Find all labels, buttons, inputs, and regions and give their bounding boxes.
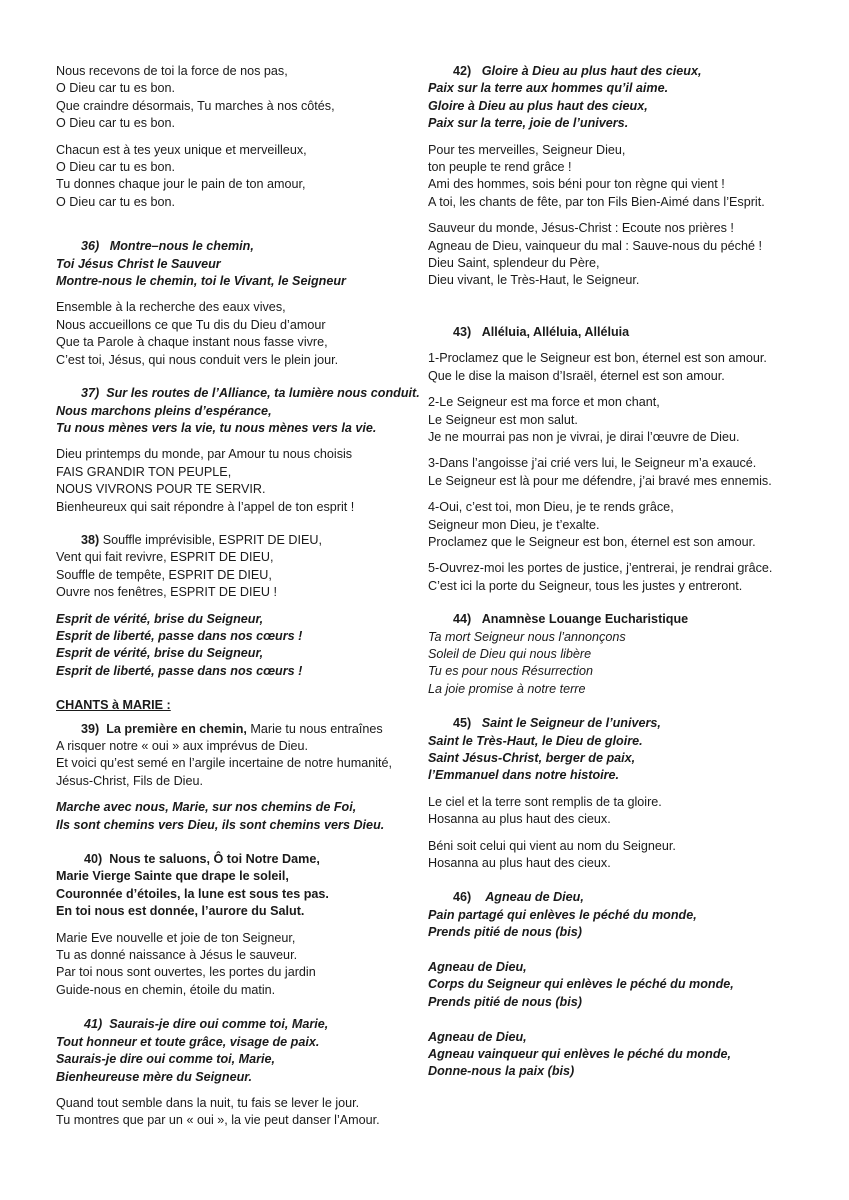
- lyric-line: Jésus-Christ, Fils de Dieu.: [56, 773, 203, 788]
- refrain-line: Montre-nous le chemin, toi le Vivant, le Seigneur: [56, 274, 346, 289]
- lyric-line: O Dieu car tu es bon.: [56, 160, 176, 175]
- song-43-verse-5: [428, 560, 800, 595]
- refrain-line: Marie Vierge Sainte que drape le soleil,: [56, 869, 289, 884]
- lyric-line: La joie promise à notre terre: [428, 681, 586, 696]
- lyric-line: Ami des hommes, sois béni pour ton règne qui vient !: [428, 177, 725, 192]
- refrain-line: Bienheureuse mère du Seigneur.: [56, 1069, 252, 1084]
- intro-stanza-2: [56, 142, 416, 212]
- song-heading: [428, 889, 800, 906]
- song-title: Sur les routes de l’Alliance, ta lumière nous conduit.: [106, 386, 420, 401]
- song-42-refrain: [428, 63, 800, 133]
- refrain-line: Saint le Très-Haut, le Dieu de gloire.: [428, 733, 643, 748]
- lyric-line: Tu as donné naissance à Jésus le sauveur.: [56, 948, 298, 963]
- lyric-line: 4-Oui, c’est toi, mon Dieu, je te rends grâce,: [428, 500, 674, 515]
- lyric-line: Vent qui fait revivre, ESPRIT DE DIEU,: [56, 550, 274, 565]
- lyric-line: 1-Proclamez que le Seigneur est bon, éternel est son amour.: [428, 351, 767, 366]
- song-38-refrain: [56, 611, 416, 681]
- song-36-refrain: [56, 238, 416, 290]
- song-44: [428, 611, 800, 698]
- lyric-line: O Dieu car tu es bon.: [56, 194, 176, 209]
- song-40-refrain: [56, 851, 416, 921]
- song-45-verse-2: [428, 838, 800, 873]
- song-title: Alléluia, Alléluia, Alléluia: [481, 324, 630, 339]
- lyric-line: C’est toi, Jésus, qui nous conduit vers le plein jour.: [56, 352, 339, 367]
- song-heading: [428, 715, 800, 732]
- right-column: [428, 63, 800, 1081]
- lyric-line: Chacun est à tes yeux unique et merveilleux,: [56, 142, 307, 157]
- lyric-line: Seigneur mon Dieu, je t’exalte.: [428, 517, 600, 532]
- song-number: 41): [84, 1017, 103, 1032]
- song-43-verse-2: [428, 394, 800, 446]
- lyric-line: Pour tes merveilles, Seigneur Dieu,: [428, 142, 626, 157]
- lyric-line: Hosanna au plus haut des cieux.: [428, 812, 611, 827]
- song-42-verse-2: [428, 220, 800, 290]
- lyric-line: Je ne mourrai pas non je vivrai, je dirai l’œuvre de Dieu.: [428, 429, 740, 444]
- song-37-verse: [56, 446, 416, 516]
- song-43-heading: [428, 324, 800, 341]
- refrain-line: Tu nous mènes vers la vie, tu nous mènes vers la vie.: [56, 420, 377, 435]
- song-40-verse: [56, 930, 416, 1000]
- lyric-line: Hosanna au plus haut des cieux.: [428, 856, 611, 871]
- song-first-line: Souffle imprévisible, ESPRIT DE DIEU,: [102, 532, 323, 547]
- lyric-line: Dieu vivant, le Très-Haut, le Seigneur.: [428, 273, 640, 288]
- lyric-line: Dieu Saint, splendeur du Père,: [428, 256, 600, 271]
- lyric-line: Corps du Seigneur qui enlèves le péché du monde,: [428, 977, 734, 992]
- lyric-line: Par toi nous sont ouvertes, les portes du jardin: [56, 965, 316, 980]
- song-number: 45): [453, 716, 472, 731]
- song-number: 36): [81, 239, 100, 254]
- song-first-line-rest: Marie tu nous entraînes: [250, 721, 383, 736]
- lyric-line: Ta mort Seigneur nous l’annonçons: [428, 629, 626, 644]
- lyric-line: A risquer notre « oui » aux imprévus de Dieu.: [56, 739, 309, 753]
- lyric-line: O Dieu car tu es bon.: [56, 116, 176, 131]
- song-heading: [56, 721, 416, 738]
- lyric-line: Agneau de Dieu,: [428, 960, 527, 975]
- song-43-verse-4: [428, 499, 800, 551]
- refrain-line: Tout honneur et toute grâce, visage de paix.: [56, 1034, 320, 1049]
- song-heading: [56, 532, 416, 549]
- song-heading: [428, 63, 800, 80]
- refrain-line: Saint Jésus-Christ, berger de paix,: [428, 751, 636, 765]
- song-title: Saurais-je dire oui comme toi, Marie,: [109, 1017, 329, 1032]
- song-38-verse: [56, 532, 416, 602]
- lyric-line: Prends pitié de nous (bis): [428, 925, 582, 940]
- song-45-verse-1: [428, 794, 800, 829]
- lyric-line: Nous accueillons ce que Tu dis du Dieu d’amour: [56, 317, 326, 332]
- lyric-line: Souffle de tempête, ESPRIT DE DIEU,: [56, 567, 272, 582]
- lyric-line: Et voici qu’est semé en l’argile incertaine de notre humanité,: [56, 756, 393, 771]
- lyric-line: Que ta Parole à chaque instant nous fasse vivre,: [56, 335, 328, 350]
- lyric-line: 3-Dans l’angoisse j’ai crié vers lui, le Seigneur m’a exaucé.: [428, 456, 757, 471]
- lyric-line: A toi, les chants de fête, par ton Fils Bien-Aimé dans l’Esprit.: [428, 194, 765, 209]
- lyric-line: Tu es pour nous Résurrection: [428, 664, 593, 679]
- refrain-line: Nous marchons pleins d’espérance,: [56, 403, 272, 418]
- refrain-line: Esprit de vérité, brise du Seigneur,: [56, 611, 264, 626]
- song-41-refrain: [56, 1016, 416, 1086]
- song-title: Gloire à Dieu au plus haut des cieux,: [481, 64, 702, 78]
- lyric-line: 2-Le Seigneur est ma force et mon chant,: [428, 395, 660, 410]
- song-title: La première en chemin,: [106, 721, 247, 736]
- song-heading: [56, 385, 420, 402]
- refrain-line: Esprit de vérité, brise du Seigneur,: [56, 646, 264, 661]
- lyric-line: Agneau vainqueur qui enlèves le péché du monde,: [428, 1047, 732, 1062]
- song-41-verse: [56, 1095, 416, 1130]
- refrain-line: Esprit de liberté, passe dans nos cœurs !: [56, 663, 303, 678]
- lyric-line: Marie Eve nouvelle et joie de ton Seigneur,: [56, 930, 296, 945]
- lyric-line: Proclamez que le Seigneur est bon, éternel est son amour.: [428, 534, 756, 549]
- lyric-line: Que le dise la maison d’Israël, éternel est son amour.: [428, 368, 725, 383]
- song-39-refrain: [56, 799, 416, 834]
- lyric-line: Agneau de Dieu,: [428, 1029, 527, 1044]
- lyric-line: Ensemble à la recherche des eaux vives,: [56, 300, 286, 315]
- song-heading: [428, 324, 800, 341]
- lyric-line: Quand tout semble dans la nuit, tu fais se lever le jour.: [56, 1095, 360, 1110]
- song-title: Nous te saluons, Ô toi Notre Dame,: [109, 852, 320, 867]
- lyric-line: FAIS GRANDIR TON PEUPLE,: [56, 464, 232, 479]
- lyric-line: Béni soit celui qui vient au nom du Seigneur.: [428, 838, 676, 853]
- song-39-verse: [56, 721, 416, 791]
- lyric-line: Soleil de Dieu qui nous libère: [428, 646, 592, 661]
- lyric-line: Agneau de Dieu, vainqueur du mal : Sauve-nous du péché !: [428, 238, 762, 253]
- refrain-line: Toi Jésus Christ le Sauveur: [56, 256, 221, 271]
- lyric-line: Le Seigneur est mon salut.: [428, 412, 578, 427]
- refrain-line: Marche avec nous, Marie, sur nos chemins de Foi,: [56, 800, 357, 815]
- song-number: 39): [81, 721, 100, 736]
- song-title: Anamnèse Louange Eucharistique: [481, 612, 689, 627]
- song-42-verse-1: [428, 142, 800, 212]
- lyric-line: Bienheureux qui sait répondre à l’appel de ton esprit !: [56, 499, 355, 514]
- intro-stanza-1: [56, 63, 416, 133]
- lyric-line: Nous recevons de toi la force de nos pas,: [56, 64, 288, 78]
- song-title: Agneau de Dieu,: [485, 890, 584, 905]
- refrain-line: Ils sont chemins vers Dieu, ils sont chemins vers Dieu.: [56, 817, 385, 832]
- lyric-line: Prends pitié de nous (bis): [428, 994, 582, 1009]
- left-column: [56, 63, 420, 1130]
- song-number: 43): [453, 324, 472, 339]
- refrain-line: Paix sur la terre aux hommes qu’il aime.: [428, 81, 669, 96]
- song-43-verse-3: [428, 455, 800, 490]
- lyric-line: C’est ici la porte du Seigneur, tous les justes y entreront.: [428, 578, 743, 593]
- lyric-line: ton peuple te rend grâce !: [428, 160, 572, 175]
- song-number: 37): [81, 386, 100, 401]
- song-title: Montre–nous le chemin,: [109, 239, 254, 254]
- song-heading: [428, 611, 800, 628]
- lyric-line: NOUS VIVRONS POUR TE SERVIR.: [56, 482, 266, 497]
- refrain-line: l’Emmanuel dans notre histoire.: [428, 768, 620, 783]
- song-heading: [56, 1016, 416, 1033]
- lyric-line: Tu montres que par un « oui », la vie peut danser l’Amour.: [56, 1113, 380, 1128]
- lyric-line: Guide-nous en chemin, étoile du matin.: [56, 982, 276, 997]
- lyric-line: 5-Ouvrez-moi les portes de justice, j’entrerai, je rendrai grâce.: [428, 561, 773, 576]
- lyric-line: Le Seigneur est là pour me défendre, j’ai bravé mes ennemis.: [428, 473, 772, 488]
- refrain-line: En toi nous est donnée, l’aurore du Salut.: [56, 904, 305, 919]
- song-number: 46): [453, 890, 472, 905]
- song-number: 44): [453, 612, 472, 627]
- song-37-refrain: [56, 385, 420, 437]
- song-heading: [56, 851, 416, 868]
- lyric-line: Que craindre désormais, Tu marches à nos côtés,: [56, 98, 335, 113]
- song-heading: [56, 238, 416, 255]
- song-title: Saint le Seigneur de l’univers,: [481, 716, 661, 731]
- refrain-line: Paix sur la terre, joie de l’univers.: [428, 116, 629, 131]
- song-43-verse-1: [428, 350, 800, 385]
- lyric-line: Sauveur du monde, Jésus-Christ : Ecoute nos prières !: [428, 221, 734, 236]
- lyric-line: O Dieu car tu es bon.: [56, 81, 176, 96]
- lyric-line: Pain partagé qui enlèves le péché du monde,: [428, 907, 697, 922]
- lyric-line: Tu donnes chaque jour le pain de ton amour,: [56, 177, 306, 192]
- lyric-line: Le ciel et la terre sont remplis de ta gloire.: [428, 794, 662, 809]
- song-46: [428, 889, 800, 1080]
- lyric-line: Ouvre nos fenêtres, ESPRIT DE DIEU !: [56, 585, 277, 600]
- song-number: 42): [453, 64, 472, 78]
- lyric-line: Donne-nous la paix (bis): [428, 1064, 575, 1079]
- refrain-line: Couronnée d’étoiles, la lune est sous tes pas.: [56, 886, 329, 901]
- refrain-line: Esprit de liberté, passe dans nos cœurs !: [56, 628, 303, 643]
- refrain-line: Saurais-je dire oui comme toi, Marie,: [56, 1052, 276, 1067]
- song-number: 38): [81, 532, 100, 547]
- song-36-verse: [56, 299, 416, 369]
- refrain-line: Gloire à Dieu au plus haut des cieux,: [428, 98, 648, 113]
- song-number: 40): [84, 852, 103, 867]
- lyric-line: Dieu printemps du monde, par Amour tu nous choisis: [56, 447, 353, 462]
- song-45-refrain: [428, 715, 800, 785]
- section-heading-chants-marie: CHANTS à MARIE :: [56, 698, 171, 713]
